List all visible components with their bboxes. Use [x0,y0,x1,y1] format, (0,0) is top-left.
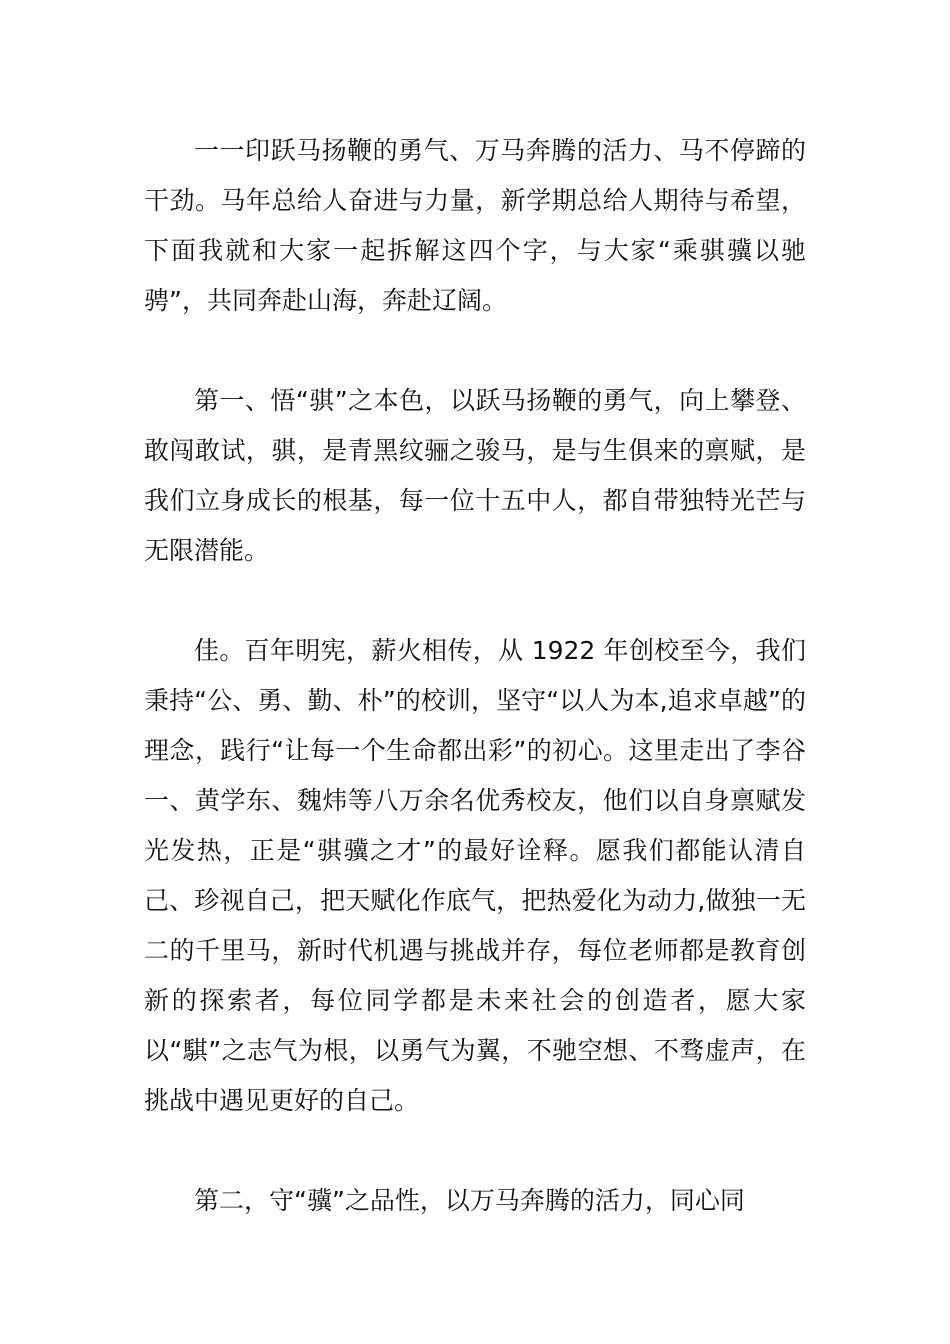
paragraph-intro: 一一印跃马扬鞭的勇气、万马奔腾的活力、马不停蹄的干劲。马年总给人奋进与力量，新学期总给人期待与希望，下面我就和大家一起拆解这四个字，与大家“乘骐骥以驰骋”，共同奔赴山海，奔赴辽阔。 [144,136,806,315]
paragraph-first-point: 第一、悟“骐”之本色，以跃马扬鞭的勇气，向上攀登、敢闯敢试，骐，是青黑纹骊之骏马，是与生俱来的禀赋，是我们立身成长的根基，每一位十五中人，都自带独特光芒与无限潜能。 [144,386,806,565]
document-body [144,126,806,1276]
paragraph-school-history: 佳。百年明宪，薪火相传，从 1922 年创校至今，我们秉持“公、勇、勤、朴”的校训，坚守“以人为本,追求卓越”的理念，践行“让每一个生命都出彩”的初心。这里走出了李谷一、黄学东、魏炜等八万余名优秀校友，他们以自身禀赋发光发热，正是“骐骥之才”的最好诠释。愿我们都能认清自己、珍视自己，把天赋化作底气，把热爱化为动力,做独一无二的千里马，新时代机遇与挑战并存，每位老师都是教育创新的探索者，每位同学都是未来社会的创造者，愿大家以“騏”之志气为根，以勇气为翼，不驰空想、不骛虚声，在挑战中遇见更好的自己。 [144,636,806,1115]
paragraph-second-point: 第二，守“骥”之品性，以万马奔腾的活力，同心同 [194,1186,745,1215]
